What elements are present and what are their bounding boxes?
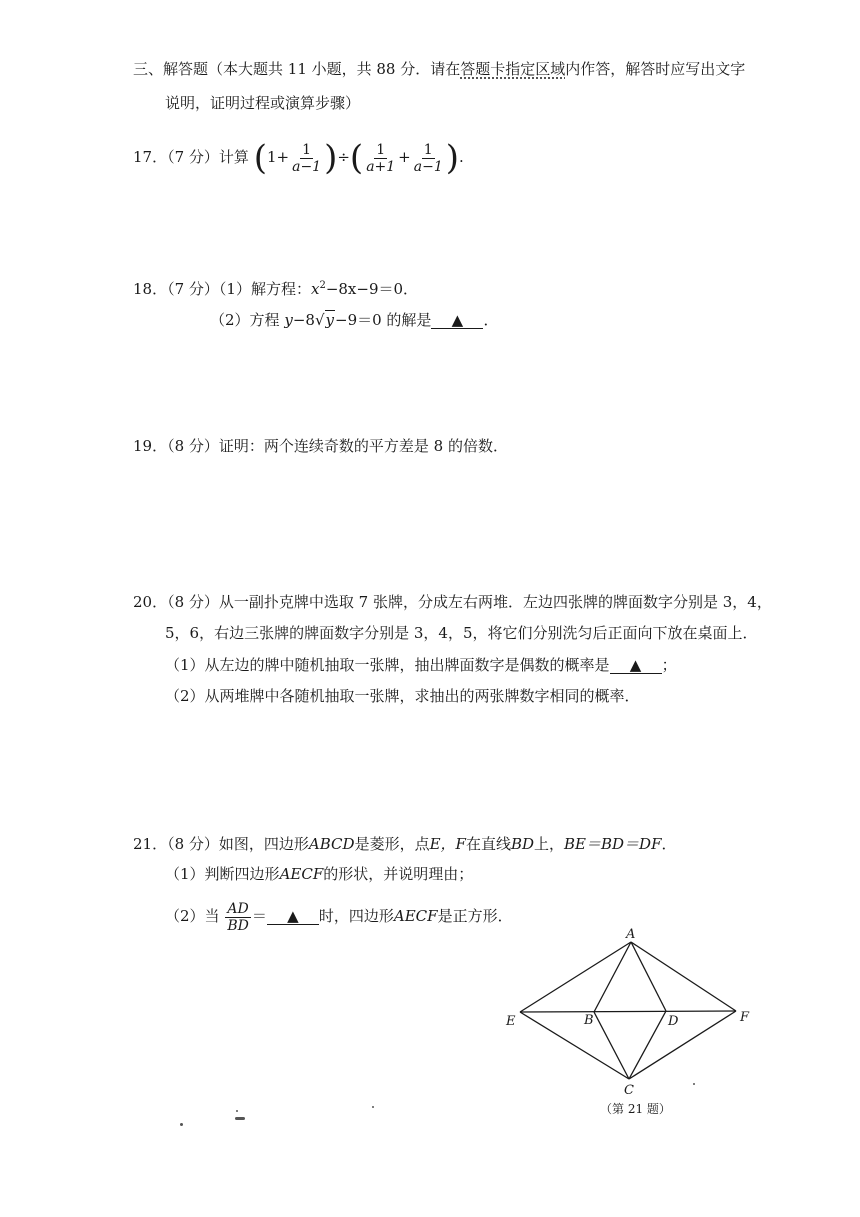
q21-part2-aecf: AECF bbox=[393, 907, 438, 925]
q18-part2-sqrt: √ bbox=[314, 311, 325, 329]
q18-part1-eq-sup: 2 bbox=[319, 280, 326, 291]
segment-ae bbox=[520, 942, 631, 1012]
q21-part1-label: （1） bbox=[165, 865, 205, 883]
scan-speck bbox=[180, 1123, 183, 1126]
point-label-e: E bbox=[506, 1014, 516, 1029]
q17-fraction-2-num: 1 bbox=[376, 141, 386, 158]
q20-line1: 从一副扑克牌中选取 7 张牌，分成左右两堆．左边四张牌的牌面数字分别是 3，4， bbox=[218, 593, 772, 611]
segment-ec bbox=[520, 1012, 629, 1079]
point-label-a: A bbox=[626, 927, 636, 942]
question-17 bbox=[133, 138, 464, 178]
question-18-part-2 bbox=[210, 310, 498, 330]
q18-part1-eq-x: x bbox=[310, 280, 320, 298]
q17-prompt: 计算 bbox=[218, 148, 249, 166]
segment-ab bbox=[594, 942, 631, 1012]
q21-line1-eq: BE＝BD＝DF bbox=[564, 835, 662, 853]
q21-line1-ef: E，F bbox=[429, 835, 466, 853]
q18-answer-blank[interactable]: ▲ bbox=[431, 312, 483, 329]
q17-fraction-3-num: 1 bbox=[423, 141, 433, 158]
segment-ef bbox=[520, 1011, 736, 1012]
point-label-b: B bbox=[584, 1013, 594, 1028]
q21-part2-b: 时，四边形 bbox=[318, 907, 394, 925]
section-heading-line2 bbox=[165, 93, 360, 113]
q20-points: （8 分） bbox=[167, 593, 219, 611]
point-label-f: F bbox=[740, 1010, 750, 1025]
q17-fraction-2-den: a+1 bbox=[366, 158, 396, 175]
q18-part1-text: 解方程： bbox=[250, 280, 311, 298]
scan-speck bbox=[372, 1106, 374, 1108]
question-20-part-1 bbox=[165, 655, 677, 675]
q21-part2-fraction bbox=[225, 901, 251, 934]
q21-part2-eq: ＝ bbox=[251, 907, 267, 925]
q20-number: 20． bbox=[133, 593, 168, 611]
section-heading-emphasis: 答题卡指定区域 bbox=[460, 60, 566, 78]
q21-line1-a: 如图，四边形 bbox=[218, 835, 309, 853]
q21-part1-aecf: AECF bbox=[279, 865, 324, 883]
q17-right-paren: ) bbox=[324, 138, 338, 178]
q18-part2-minus8: −8 bbox=[292, 311, 315, 329]
q20-answer-blank[interactable]: ▲ bbox=[610, 657, 662, 674]
question-21-line-1 bbox=[133, 834, 677, 854]
q21-number: 21． bbox=[133, 835, 168, 853]
q20-part1-end: ； bbox=[661, 656, 677, 674]
question-21-part-1 bbox=[165, 864, 473, 884]
q20-part2-text: 从两堆牌中各随机抽取一张牌，求抽出的两张牌数字相同的概率． bbox=[204, 687, 640, 705]
q17-divide: ÷ bbox=[337, 148, 350, 166]
q17-plus: + bbox=[398, 148, 411, 166]
q21-line1-b: 是菱形，点 bbox=[354, 835, 430, 853]
q17-fraction-1 bbox=[290, 142, 323, 175]
q20-part1-label: （1） bbox=[165, 656, 205, 674]
q17-fraction-1-den: a−1 bbox=[292, 158, 322, 175]
q21-part2-fraction-den: BD bbox=[227, 917, 249, 934]
segment-ad bbox=[631, 942, 666, 1011]
section-heading-part: 三、解答题（本大题共 11 小题，共 88 分．请在 bbox=[133, 60, 461, 78]
q21-part1-a: 判断四边形 bbox=[204, 865, 280, 883]
point-label-d: D bbox=[668, 1014, 679, 1029]
q17-fraction-3 bbox=[412, 142, 445, 175]
q21-answer-blank[interactable]: ▲ bbox=[267, 908, 319, 925]
q18-part2-text: 方程 bbox=[249, 311, 280, 329]
q21-line1-d: 上， bbox=[534, 835, 565, 853]
point-label-c: C bbox=[624, 1083, 634, 1098]
q18-number: 18． bbox=[133, 280, 168, 298]
q18-part2-radicand: y bbox=[325, 311, 334, 329]
q18-part1-eq-rest: −8x−9＝0． bbox=[325, 280, 419, 298]
q21-line1-end: ． bbox=[661, 835, 677, 853]
q17-left-paren: ( bbox=[253, 138, 267, 178]
segment-dc bbox=[629, 1011, 666, 1079]
section-heading bbox=[133, 59, 745, 79]
question-21-part-2 bbox=[165, 898, 513, 934]
q20-part2-label: （2） bbox=[165, 687, 205, 705]
section-heading-tail: 内作答，解答时应写出文字 bbox=[565, 60, 746, 78]
q18-part2-rest: −9＝0 的解是 bbox=[335, 311, 432, 329]
q21-part1-b: 的形状，并说明理由； bbox=[323, 865, 474, 883]
q19-number: 19． bbox=[133, 437, 168, 455]
q17-fraction-1-num: 1 bbox=[302, 141, 312, 158]
q19-text: 证明：两个连续奇数的平方差是 8 的倍数． bbox=[218, 437, 508, 455]
q21-part2-a: 当 bbox=[204, 907, 220, 925]
question-19 bbox=[133, 436, 508, 456]
scan-speck bbox=[236, 1110, 238, 1112]
q17-fraction-3-den: a−1 bbox=[413, 158, 443, 175]
q21-line1-bd: BD bbox=[510, 835, 535, 853]
q21-figure bbox=[490, 925, 780, 1125]
question-18-part-1 bbox=[133, 276, 418, 299]
q20-line2: 5，6，右边三张牌的牌面数字分别是 3，4，5，将它们分别洗匀后正面向下放在桌面上． bbox=[165, 624, 758, 642]
q20-part1-text: 从左边的牌中随机抽取一张牌，抽出牌面数字是偶数的概率是 bbox=[204, 656, 610, 674]
q18-part1-label: （1） bbox=[218, 280, 251, 298]
section-heading-line2-text: 说明，证明过程或演算步骤） bbox=[165, 94, 361, 112]
question-20-line-1 bbox=[133, 592, 772, 612]
q18-part2-label: （2） bbox=[210, 311, 250, 329]
q21-part2-fraction-num: AD bbox=[227, 900, 249, 917]
question-20-line-2 bbox=[165, 623, 758, 643]
q18-part2-y: y bbox=[284, 311, 293, 329]
q18-points: （7 分） bbox=[167, 280, 219, 298]
q21-figure-caption-text: （第 21 题） bbox=[600, 1102, 671, 1116]
q17-fraction-2 bbox=[364, 142, 397, 175]
q17-points: （7 分） bbox=[167, 148, 219, 166]
scan-speck bbox=[693, 1083, 695, 1085]
scan-speck bbox=[235, 1117, 245, 1120]
q17-end: . bbox=[459, 148, 464, 166]
q17-right-paren-2: ) bbox=[445, 138, 459, 178]
q21-figure-caption bbox=[600, 1099, 671, 1119]
question-20-part-2 bbox=[165, 686, 640, 706]
segment-af bbox=[631, 942, 736, 1011]
q17-left-paren-2: ( bbox=[349, 138, 364, 178]
segment-fc bbox=[629, 1011, 736, 1079]
q21-line1-c: 在直线 bbox=[465, 835, 511, 853]
q21-line1-abcd: ABCD bbox=[308, 835, 355, 853]
q21-part2-label: （2） bbox=[165, 907, 205, 925]
q21-part2-c: 是正方形． bbox=[437, 907, 513, 925]
q21-points: （8 分） bbox=[167, 835, 219, 853]
q18-part2-end: ． bbox=[483, 311, 499, 329]
q17-one-plus: 1+ bbox=[266, 148, 290, 166]
q19-points: （8 分） bbox=[167, 437, 219, 455]
q17-number: 17． bbox=[133, 148, 168, 166]
